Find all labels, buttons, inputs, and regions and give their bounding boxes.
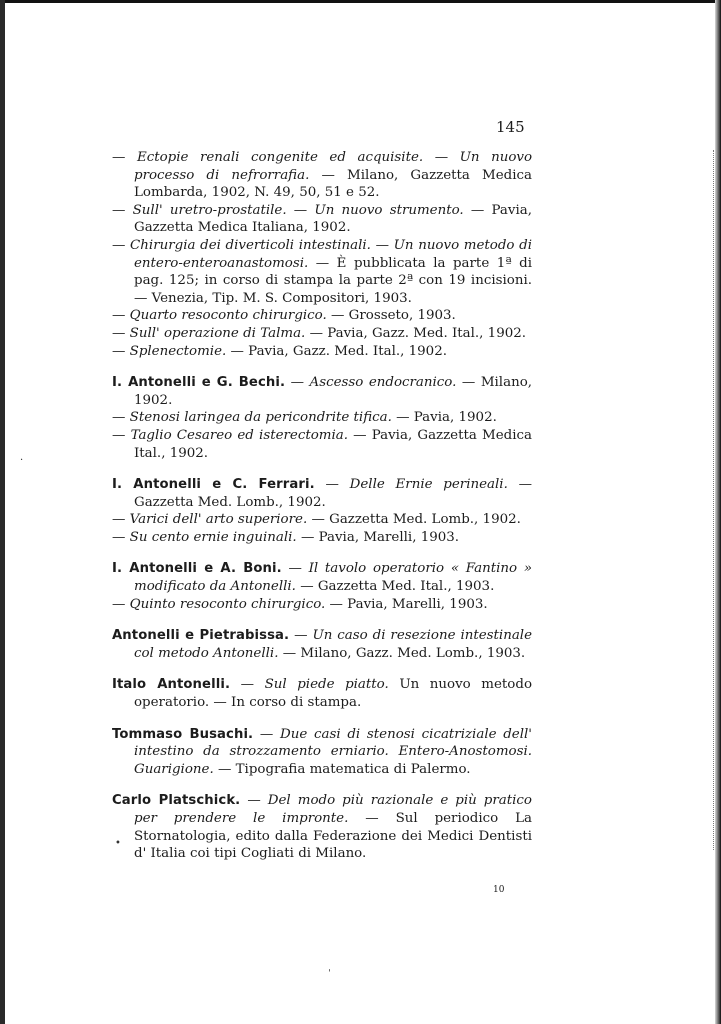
ref-details: — Pavia, Gazzetta Medica Italiana, 1902. bbox=[134, 202, 532, 236]
author-group bbox=[112, 676, 532, 711]
author-group bbox=[112, 374, 532, 462]
ref-sep: — bbox=[253, 726, 280, 742]
ref-sep: — bbox=[314, 477, 350, 493]
author-entry bbox=[112, 476, 532, 511]
author-entry bbox=[112, 792, 532, 862]
author-name: Carlo Platschick. bbox=[112, 793, 241, 809]
ref-title: Un nuovo processo di nefrorrafia. bbox=[134, 150, 533, 183]
author-group bbox=[112, 476, 532, 546]
author-name: Tommaso Busachi. bbox=[112, 726, 254, 742]
ref-details: — Pavia, Marelli, 1903. bbox=[325, 596, 488, 612]
author-group bbox=[112, 560, 532, 613]
ref-details: — Gazzetta Med. Lomb., 1902. bbox=[307, 512, 521, 528]
ref-entry bbox=[112, 596, 532, 614]
ref-entry bbox=[112, 307, 532, 325]
ref-details: — Milano, Gazz. Med. Lomb., 1903. bbox=[278, 645, 526, 661]
ref-sep: — bbox=[423, 150, 460, 165]
ref-entry bbox=[112, 202, 532, 237]
ref-sep: — bbox=[281, 561, 309, 577]
author-group bbox=[112, 726, 532, 779]
ref-title: Ectopie renali congenite ed acquisite. bbox=[136, 150, 424, 165]
ref-title: Un caso di resezione intestinale col metodo Antonelli. bbox=[134, 628, 533, 661]
author-group bbox=[112, 627, 532, 662]
ref-title: Il tavolo operatorio « Fantino » modificato da Antonelli. bbox=[134, 561, 533, 595]
ref-details: — Milano, 1902. bbox=[134, 375, 533, 408]
ref-entry bbox=[112, 529, 532, 547]
ref-title: Stenosi laringea da pericondrite tifica. bbox=[129, 410, 392, 426]
ref-entry bbox=[112, 427, 532, 462]
author-name: I. Antonelli e A. Boni. bbox=[112, 561, 282, 577]
ref-dash: — bbox=[112, 343, 126, 359]
ref-details: — È pubblicata la parte 1ª di pag. 125; in corso di stampa la parte 2ª con 19 incisioni. — Venezia, Tip. M. S. Compositori, 1903. bbox=[134, 255, 532, 306]
ref-title: Splenectomie. bbox=[129, 343, 227, 359]
signature-mark: 10 bbox=[493, 885, 505, 895]
ref-details: — Pavia, 1902. bbox=[391, 410, 497, 426]
edge-speckle bbox=[711, 150, 714, 850]
ref-details: — Pavia, Gazzetta Medica Ital., 1902. bbox=[134, 427, 532, 461]
ref-title: Quarto resoconto chirurgico. bbox=[129, 308, 327, 324]
stray-mark: • bbox=[115, 838, 121, 849]
ref-title: Sull' operazione di Talma. bbox=[129, 325, 306, 341]
ref-entry bbox=[112, 343, 532, 361]
ref-sep: — bbox=[370, 237, 394, 253]
page-number: 145 bbox=[496, 118, 525, 136]
ref-sep: — bbox=[289, 628, 313, 644]
ref-entry bbox=[112, 511, 532, 529]
right-page-edge bbox=[715, 0, 721, 1024]
ref-details: — Grosseto, 1903. bbox=[326, 308, 456, 324]
ref-details: — Sul periodico La Stornatologia, edito dalla Federazione dei Medici Dentisti d' Italia coi tipi Cogliati di Milano. bbox=[134, 811, 533, 862]
ref-entry bbox=[112, 325, 532, 343]
author-name: I. Antonelli e G. Bechi. bbox=[112, 375, 286, 391]
ref-title: Sull' uretro-prostatile. bbox=[132, 202, 287, 218]
author-name: Italo Antonelli. bbox=[112, 677, 231, 693]
author-entry bbox=[112, 374, 532, 409]
author-entry bbox=[112, 726, 532, 779]
author-entry bbox=[112, 560, 532, 595]
ref-title: Quinto resoconto chirurgico. bbox=[129, 596, 326, 612]
ref-dash: — bbox=[112, 410, 126, 426]
ref-dash: — bbox=[112, 529, 126, 545]
stray-mark: ˌ bbox=[328, 962, 331, 973]
ref-title: Un nuovo strumento. bbox=[314, 202, 464, 218]
ref-title: Ascesso endocranico. bbox=[309, 375, 457, 391]
ref-dash: — bbox=[112, 237, 126, 253]
ref-title: Su cento ernie inguinali. bbox=[129, 529, 297, 545]
stray-mark: · bbox=[20, 455, 24, 466]
ref-dash: — bbox=[112, 427, 126, 443]
ref-details: Un nuovo metodo operatorio. — In corso di stampa. bbox=[134, 677, 533, 711]
author-name: Antonelli e Pietrabissa. bbox=[112, 628, 290, 644]
author-entry bbox=[112, 676, 532, 711]
ref-details: — Pavia, Marelli, 1903. bbox=[296, 529, 460, 545]
ref-sep: — bbox=[230, 677, 265, 693]
ref-sep: — bbox=[240, 793, 268, 809]
ref-details: — Gazzetta Med. Ital., 1903. bbox=[295, 579, 495, 595]
author-group bbox=[112, 792, 532, 862]
ref-title: Delle Ernie perineali. bbox=[349, 477, 508, 493]
ref-details: — Milano, Gazzetta Medica Lombarda, 1902, N. 49, 50, 51 e 52. bbox=[134, 167, 532, 201]
ref-title: Taglio Cesareo ed isterectomia. bbox=[130, 427, 348, 443]
ref-title: Sul piede piatto. bbox=[264, 677, 389, 693]
ref-sep: — bbox=[286, 202, 315, 218]
ref-title: Un nuovo metodo di entero-enteroanastomosi. bbox=[134, 237, 532, 271]
author-entry bbox=[112, 627, 532, 662]
ref-entry bbox=[112, 409, 532, 427]
ref-entry bbox=[112, 237, 532, 307]
ref-dash: — bbox=[112, 308, 126, 324]
ref-title: Varici dell' arto superiore. bbox=[129, 512, 308, 528]
ref-details: — Pavia, Gazz. Med. Ital., 1902. bbox=[226, 343, 447, 359]
ref-entry bbox=[112, 149, 532, 202]
ref-dash: — bbox=[112, 512, 126, 528]
ref-title: Chirurgia dei diverticoli intestinali. bbox=[130, 237, 371, 253]
ref-title: Del modo più razionale e più pratico per prendere le impronte. bbox=[134, 793, 532, 826]
ref-details: — Pavia, Gazz. Med. Ital., 1902. bbox=[305, 325, 527, 341]
ref-dash: — bbox=[112, 596, 126, 612]
ref-title: Due casi di stenosi cicatriziale dell' intestino da strozzamento erniario. Entero-Anostomosi. Guarigione. bbox=[134, 726, 532, 777]
ref-details: — Tipografia matematica di Palermo. bbox=[213, 761, 471, 777]
ref-details: — Gazzetta Med. Lomb., 1902. bbox=[134, 477, 532, 510]
continued-entries bbox=[112, 149, 532, 360]
left-page-edge bbox=[0, 0, 5, 1024]
ref-sep: — bbox=[285, 375, 310, 391]
ref-dash: — bbox=[112, 150, 126, 165]
ref-dash: — bbox=[112, 325, 126, 341]
bibliography-body bbox=[112, 149, 532, 877]
author-name: I. Antonelli e C. Ferrari. bbox=[112, 477, 315, 493]
ref-dash: — bbox=[112, 202, 126, 218]
